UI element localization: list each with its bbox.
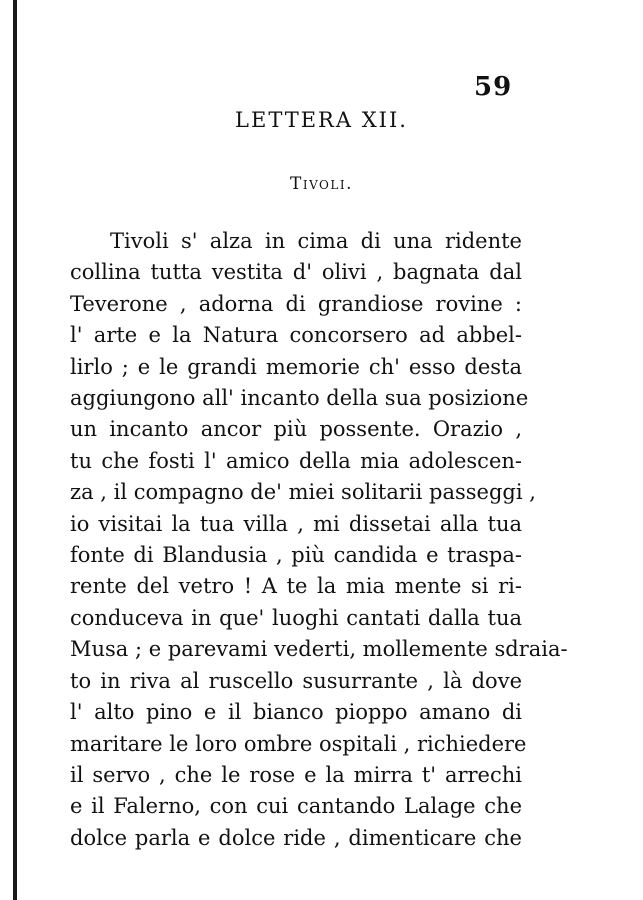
body-text (70, 226, 568, 854)
text-line: Musa ; e parevami vederti, mollemente sdraia- (70, 637, 568, 662)
text-line: aggiungono all' incanto della sua posizione (70, 386, 529, 411)
text-line: za , il compagno de' miei solitarii passeggi , (70, 480, 536, 505)
text-line: il servo , che le rose e la mirra t' arrechi (70, 762, 522, 787)
text-line: l' alto pino e il bianco pioppo amano di (70, 700, 522, 725)
text-line: dolce parla e dolce ride , dimenticare che (70, 825, 522, 850)
text-line: maritare le loro ombre ospitali , richiedere (70, 731, 527, 756)
text-line: Teverone , adorna di grandiose rovine : (70, 291, 522, 316)
text-line: tu che fosti l' amico della mia adolescen- (70, 448, 522, 473)
text-line: fonte di Blandusia , più candida e traspa- (70, 543, 522, 568)
text-line: un incanto ancor più possente. Orazio , (70, 417, 522, 442)
text-line: l' arte e la Natura concorsero ad abbel- (70, 323, 522, 348)
place-heading: Tivoli. (290, 174, 353, 194)
text-line: Tivoli s' alza in cima di una ridente (110, 229, 522, 253)
letter-heading: LETTERA XII. (235, 108, 408, 132)
text-line: collina tutta vestita d' olivi , bagnata dal (70, 260, 522, 285)
text-line: conduceva in que' luoghi cantati dalla tua (70, 605, 522, 630)
text-line: lirlo ; e le grandi memorie ch' esso desta (70, 354, 522, 379)
text-line: to in riva al ruscello susurrante , là dove (70, 668, 522, 693)
page-number: 59 (474, 72, 513, 102)
text-line: rente del vetro ! A te la mia mente si ri- (70, 574, 522, 599)
text-line: io visitai la tua villa , mi dissetai alla tua (70, 511, 522, 536)
binding-edge (13, 0, 17, 900)
text-line: e il Falerno, con cui cantando Lalage che (70, 794, 522, 819)
